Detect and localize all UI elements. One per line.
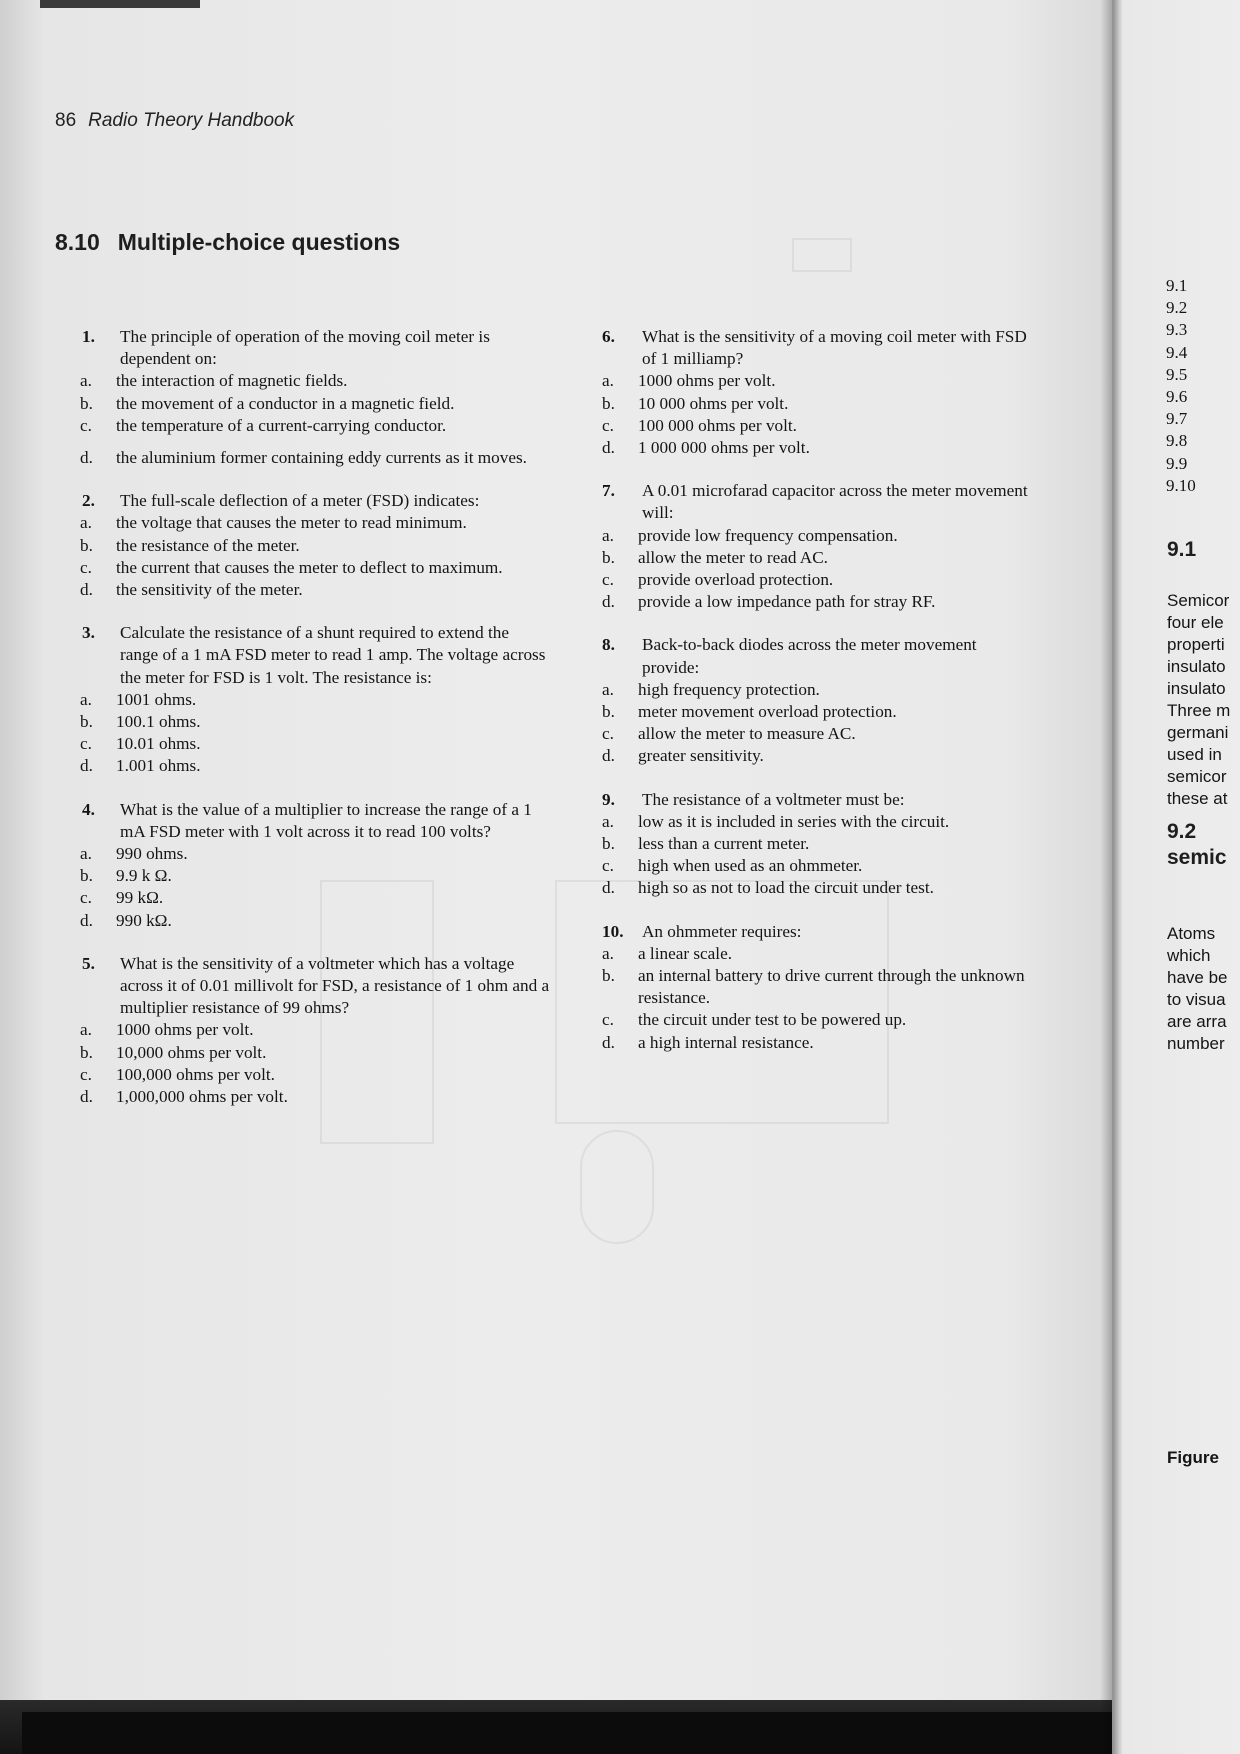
facing-page — [1112, 0, 1240, 1754]
questions-left-column — [80, 326, 550, 1129]
facing-heading-9-1: 9.1 — [1167, 538, 1197, 561]
option-letter: a. — [602, 943, 614, 963]
contents-item: 9.10 — [1166, 475, 1196, 495]
option-text: the current that causes the meter to deflect to maximum. — [116, 557, 503, 577]
contents-item: 9.2 — [1166, 298, 1188, 318]
option-letter: d. — [80, 580, 93, 600]
option-text: provide a low impedance path for stray RF. — [638, 592, 936, 612]
contents-item: 9.8 — [1166, 431, 1188, 451]
facing-text-line: used in — [1167, 745, 1222, 764]
question-stem: The resistance of a voltmeter must be: — [642, 789, 905, 809]
question-9 — [602, 789, 1032, 900]
option-text: the sensitivity of the meter. — [116, 580, 303, 600]
question-6 — [602, 326, 1032, 459]
option-text: 10.01 ohms. — [116, 734, 201, 754]
facing-text-line: insulato — [1167, 679, 1226, 698]
facing-text-line: are arra — [1167, 1012, 1227, 1031]
option-letter: b. — [602, 547, 615, 567]
option-letter: b. — [80, 535, 93, 555]
option-text: 10 000 ohms per volt. — [638, 393, 789, 413]
option-text: 1.001 ohms. — [116, 756, 201, 776]
option-text: 1,000,000 ohms per volt. — [116, 1087, 288, 1107]
contents-item: 9.7 — [1166, 409, 1188, 429]
option-text: the circuit under test to be powered up. — [638, 1010, 907, 1030]
facing-text-line: four ele — [1167, 613, 1224, 632]
question-7 — [602, 480, 1032, 613]
option-letter: c. — [80, 1064, 92, 1084]
bleed-through-shape — [580, 1130, 654, 1244]
answer-option — [602, 547, 1032, 569]
facing-heading-9-2-cont: semic — [1167, 846, 1227, 869]
answer-option — [80, 579, 550, 601]
option-text: 100.1 ohms. — [116, 712, 201, 732]
question-3 — [80, 622, 550, 777]
question-number: 3. — [82, 623, 95, 643]
option-letter: d. — [602, 878, 615, 898]
question-number: 8. — [602, 635, 615, 655]
option-letter: b. — [80, 393, 93, 413]
option-letter: a. — [602, 811, 614, 831]
answer-option — [602, 1032, 1032, 1054]
option-letter: b. — [602, 834, 615, 854]
answer-option — [80, 393, 550, 415]
option-letter: a. — [602, 371, 614, 391]
answer-option — [80, 1042, 550, 1064]
option-letter: b. — [602, 393, 615, 413]
option-text: 10,000 ohms per volt. — [116, 1042, 267, 1062]
option-text: 100,000 ohms per volt. — [116, 1064, 275, 1084]
facing-text-line: Three m — [1167, 701, 1231, 720]
option-letter: d. — [80, 448, 93, 468]
contents-item: 9.6 — [1166, 386, 1188, 406]
facing-text-line: insulato — [1167, 657, 1226, 676]
contents-item: 9.3 — [1166, 320, 1188, 340]
page-number: 86 — [55, 110, 77, 131]
contents-item: 9.9 — [1166, 453, 1188, 473]
option-letter: d. — [602, 438, 615, 458]
running-head — [55, 110, 294, 132]
option-letter: c. — [80, 888, 92, 908]
option-letter: c. — [80, 557, 92, 577]
answer-option — [602, 591, 1032, 613]
facing-heading-9-2: 9.2 — [1167, 820, 1197, 843]
facing-text-line: germani — [1167, 723, 1229, 742]
answer-option — [80, 370, 550, 392]
facing-text-line: Atoms — [1167, 924, 1216, 943]
option-text: the interaction of magnetic fields. — [116, 371, 348, 391]
facing-text-line: properti — [1167, 635, 1225, 654]
questions-right-column — [602, 326, 1032, 1075]
facing-paragraph-1 — [1167, 590, 1230, 810]
answer-option — [602, 525, 1032, 547]
answer-option — [602, 569, 1032, 591]
option-letter: b. — [80, 712, 93, 732]
option-text: 1001 ohms. — [116, 689, 197, 709]
question-number: 1. — [82, 327, 95, 346]
option-text: less than a current meter. — [638, 834, 810, 854]
answer-option — [80, 557, 550, 579]
option-text: 1000 ohms per volt. — [116, 1020, 254, 1040]
option-text: the resistance of the meter. — [116, 535, 300, 555]
answer-option — [80, 512, 550, 534]
option-text: the temperature of a current-carrying conductor. — [116, 415, 447, 435]
option-letter: c. — [80, 734, 92, 754]
option-letter: a. — [602, 525, 614, 545]
option-text: low as it is included in series with the circuit. — [638, 811, 950, 831]
question-stem: Calculate the resistance of a shunt required to extend the range of a 1 mA FSD meter to read 1 amp. The voltage across the meter for FSD is 1 volt. The resistance is: — [120, 623, 546, 687]
option-text: the voltage that causes the meter to read minimum. — [116, 513, 467, 533]
facing-text-line: which — [1167, 946, 1211, 965]
question-stem: What is the sensitivity of a voltmeter which has a voltage across it of 0.01 millivolt for FSD, a resistance of 1 ohm and a multiplier resistance of 99 ohms? — [120, 953, 550, 1018]
question-10 — [602, 921, 1032, 1054]
option-text: provide overload protection. — [638, 570, 834, 590]
answer-option — [80, 733, 550, 755]
answer-option — [80, 843, 550, 865]
option-text: allow the meter to read AC. — [638, 547, 828, 567]
facing-text-line: have be — [1167, 968, 1228, 987]
option-letter: a. — [80, 1020, 92, 1040]
facing-text-line: these at — [1167, 789, 1228, 808]
option-text: 1 000 000 ohms per volt. — [638, 438, 810, 458]
answer-option — [80, 711, 550, 733]
option-text: 990 ohms. — [116, 844, 188, 864]
chapter-contents-list — [1166, 275, 1196, 497]
answer-option — [80, 1019, 550, 1041]
page-top-shadow — [40, 0, 200, 8]
option-letter: a. — [80, 371, 92, 391]
option-text: high frequency protection. — [638, 679, 820, 699]
option-letter: b. — [602, 702, 615, 722]
answer-option — [602, 437, 1032, 459]
option-letter: d. — [80, 756, 93, 776]
option-letter: c. — [602, 415, 614, 435]
option-text: meter movement overload protection. — [638, 702, 897, 722]
contents-item: 9.4 — [1166, 342, 1188, 362]
option-text: greater sensitivity. — [638, 746, 764, 766]
option-letter: c. — [602, 570, 614, 590]
answer-option — [80, 1086, 550, 1108]
option-text: provide low frequency compensation. — [638, 525, 898, 545]
facing-text-line: number — [1167, 1034, 1225, 1053]
option-letter: b. — [602, 966, 615, 986]
question-stem: The principle of operation of the moving coil meter is dependent on: — [120, 327, 490, 369]
answer-option — [602, 745, 1032, 767]
option-letter: c. — [602, 1010, 614, 1030]
question-2 — [80, 490, 550, 601]
question-number: 9. — [602, 789, 615, 809]
option-text: 100 000 ohms per volt. — [638, 415, 797, 435]
question-stem: A 0.01 microfarad capacitor across the meter movement will: — [642, 481, 1028, 523]
answer-option — [602, 701, 1032, 723]
question-stem: An ohmmeter requires: — [642, 921, 802, 941]
option-letter: c. — [80, 415, 92, 435]
question-4 — [80, 799, 550, 932]
option-text: a linear scale. — [638, 943, 732, 963]
option-letter: d. — [602, 592, 615, 612]
section-number: 8.10 — [55, 229, 100, 255]
option-letter: d. — [80, 1087, 93, 1107]
question-number: 7. — [602, 481, 615, 501]
page-bottom-edge — [0, 1700, 1116, 1754]
option-text: 99 kΩ. — [116, 888, 164, 908]
question-number: 6. — [602, 327, 615, 346]
spine-shadow — [1100, 0, 1122, 1754]
option-text: 1000 ohms per volt. — [638, 371, 776, 391]
answer-option — [80, 865, 550, 887]
answer-option — [602, 855, 1032, 877]
book-title: Radio Theory Handbook — [88, 110, 295, 131]
question-number: 10. — [602, 921, 624, 941]
answer-option — [602, 811, 1032, 833]
answer-option — [80, 689, 550, 711]
question-stem: What is the value of a multiplier to increase the range of a 1 mA FSD meter with 1 volt across it to read 100 volts? — [120, 799, 532, 841]
answer-option — [80, 887, 550, 909]
option-text: 990 kΩ. — [116, 910, 172, 930]
option-letter: c. — [602, 724, 614, 744]
question-stem: Back-to-back diodes across the meter movement provide: — [642, 635, 977, 677]
question-1 — [80, 326, 550, 469]
option-letter: a. — [80, 513, 92, 533]
answer-option — [602, 415, 1032, 437]
option-text: an internal battery to drive current through the unknown resistance. — [638, 966, 1025, 1008]
answer-option — [602, 679, 1032, 701]
option-letter: d. — [602, 1032, 615, 1052]
answer-option — [80, 447, 550, 469]
option-letter: b. — [80, 866, 93, 886]
option-letter: a. — [602, 679, 614, 699]
question-8 — [602, 634, 1032, 767]
bleed-through-shape — [792, 238, 852, 272]
answer-option — [602, 877, 1032, 899]
answer-option — [80, 535, 550, 557]
answer-option — [602, 1009, 1032, 1031]
question-number: 2. — [82, 491, 95, 511]
answer-option — [602, 393, 1032, 415]
question-stem: The full-scale deflection of a meter (FSD) indicates: — [120, 491, 480, 511]
question-number: 5. — [82, 953, 95, 973]
answer-option — [80, 1064, 550, 1086]
option-letter: c. — [602, 856, 614, 876]
answer-option — [602, 370, 1032, 392]
answer-option — [602, 965, 1032, 1009]
option-text: high when used as an ohmmeter. — [638, 856, 863, 876]
option-text: allow the meter to measure AC. — [638, 724, 856, 744]
answer-option — [602, 723, 1032, 745]
question-stem: What is the sensitivity of a moving coil meter with FSD of 1 milliamp? — [642, 327, 1027, 369]
option-letter: d. — [602, 746, 615, 766]
question-number: 4. — [82, 799, 95, 819]
option-letter: b. — [80, 1042, 93, 1062]
option-text: the movement of a conductor in a magnetic field. — [116, 393, 455, 413]
answer-option — [80, 910, 550, 932]
facing-text-line: to visua — [1167, 990, 1226, 1009]
question-5 — [80, 953, 550, 1108]
answer-option — [80, 755, 550, 777]
option-text: a high internal resistance. — [638, 1032, 814, 1052]
answer-option — [602, 833, 1032, 855]
section-heading — [55, 229, 400, 256]
section-title: Multiple-choice questions — [117, 229, 401, 255]
option-text: 9.9 k Ω. — [116, 866, 172, 886]
option-text: the aluminium former containing eddy currents as it moves. — [116, 448, 527, 468]
contents-item: 9.1 — [1166, 276, 1188, 295]
facing-figure-label: Figure — [1167, 1448, 1219, 1467]
facing-paragraph-2 — [1167, 923, 1228, 1055]
answer-option — [80, 415, 550, 437]
option-letter: a. — [80, 844, 92, 864]
facing-text-line: Semicor — [1167, 591, 1230, 610]
option-text: high so as not to load the circuit under test. — [638, 878, 934, 898]
answer-option — [602, 943, 1032, 965]
option-letter: a. — [80, 689, 92, 709]
contents-item: 9.5 — [1166, 364, 1188, 384]
facing-text-line: semicor — [1167, 767, 1227, 786]
option-letter: d. — [80, 910, 93, 930]
